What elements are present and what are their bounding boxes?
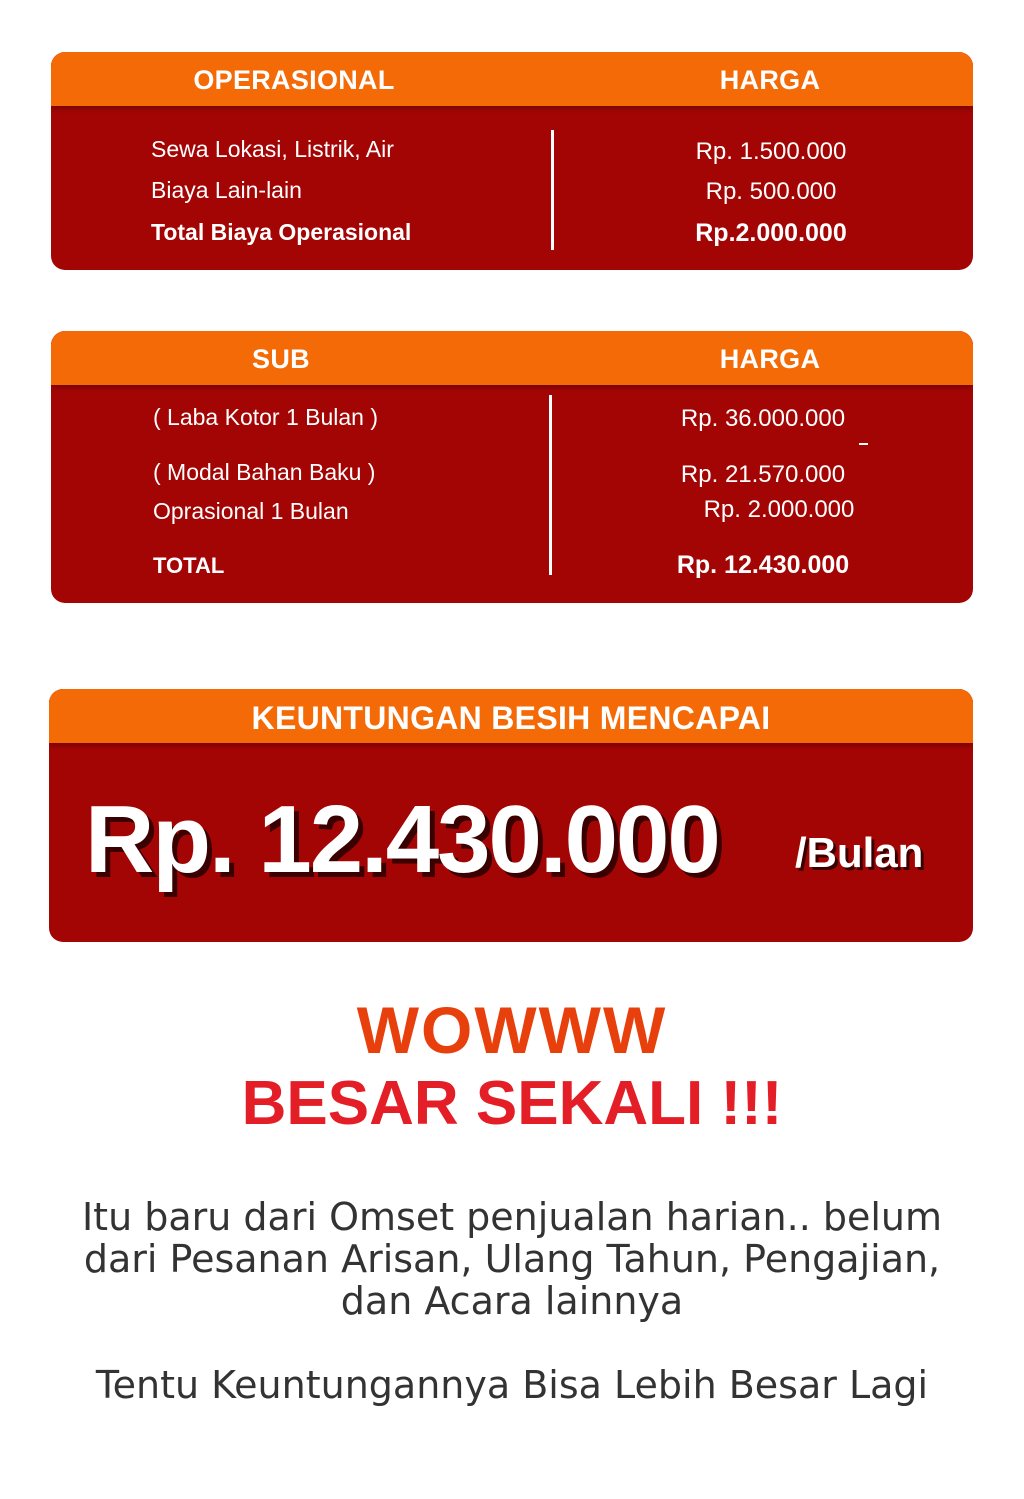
- profit-card: [49, 689, 973, 942]
- header-harga: HARGA: [719, 65, 821, 95]
- row-label: Oprasional 1 Bulan: [153, 498, 349, 524]
- column-divider: [551, 130, 554, 250]
- profit-period: /Bulan: [795, 829, 924, 876]
- row-label: Sewa Lokasi, Listrik, Air: [151, 136, 394, 162]
- row-label: ( Modal Bahan Baku ): [153, 459, 376, 485]
- sub-table: [51, 331, 973, 603]
- operasional-table: [51, 52, 973, 270]
- profit-amount: Rp. 12.430.000: [85, 786, 719, 893]
- profit-header: KEUNTUNGAN BESIH MENCAPAI: [251, 700, 771, 736]
- row-value: Rp. 1.500.000: [695, 138, 847, 165]
- description-line-3: dan Acara lainnya: [340, 1279, 684, 1323]
- total-value: Rp.2.000.000: [695, 219, 847, 247]
- row-value: Rp. 36.000.000: [680, 405, 846, 432]
- wow-heading: WOWWW: [356, 993, 668, 1067]
- closing-line: Tentu Keuntungannya Bisa Lebih Besar Lagi: [95, 1363, 929, 1407]
- header-harga: HARGA: [719, 344, 821, 374]
- total-label: TOTAL: [153, 553, 225, 578]
- header-operasional: OPERASIONAL: [193, 65, 395, 95]
- description-line-2: dari Pesanan Arisan, Ulang Tahun, Pengajian,: [83, 1237, 941, 1281]
- row-value: Rp. 500.000: [705, 178, 837, 205]
- row-value: Rp. 2.000.000: [703, 496, 855, 523]
- besar-sekali-heading: BESAR SEKALI !!!: [241, 1069, 783, 1138]
- header-sub: SUB: [252, 344, 310, 374]
- description-line-1: Itu baru dari Omset penjualan harian.. belum: [81, 1195, 943, 1239]
- row-value: Rp. 21.570.000: [680, 461, 846, 488]
- total-label: Total Biaya Operasional: [151, 219, 412, 245]
- row-label: ( Laba Kotor 1 Bulan ): [153, 404, 379, 430]
- column-divider: [549, 395, 552, 575]
- row-label: Biaya Lain-lain: [151, 177, 302, 203]
- total-value: Rp. 12.430.000: [676, 551, 850, 579]
- minus-sign: [859, 443, 868, 445]
